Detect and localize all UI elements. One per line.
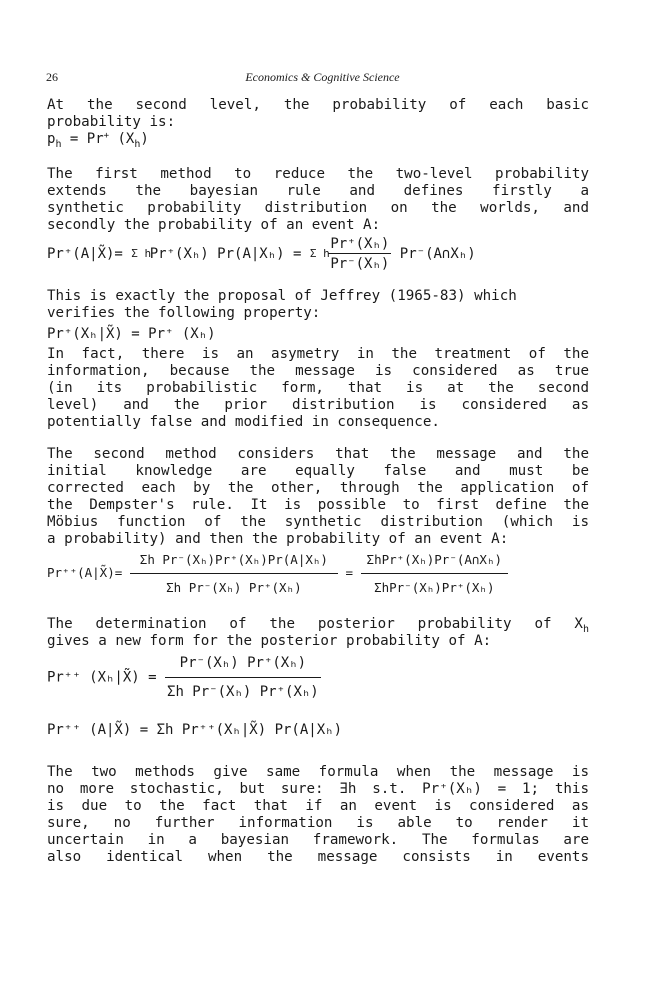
text-line: uncertain in a bayesian framework. The formulas are <box>47 832 589 848</box>
text-line: a probability) and then the probability of an event A: <box>47 531 509 547</box>
text-line: initial knowledge are equally false and must be <box>47 463 589 479</box>
text-line: also identical when the message consists in events <box>47 849 589 865</box>
text-line: sure, no further information is able to render it <box>47 815 589 831</box>
formula-dempster: Pr⁺⁺(A|X̃)= $\frac{\text{Σh Pr⁻(Xₕ)Pr⁺(Xₕ)Pr(A|Xₕ)}}{\text{Σh Pr⁻(Xₕ) Pr⁺(Xₕ)}}$ = $\frac{\text{ΣhPr⁺(Xₕ)Pr⁻(A∩Xₕ)}}{\text{ΣhPr⁻(Xₕ)Pr⁺(Xₕ)}}$ <box>47 552 508 595</box>
fraction: $\frac{\text{Σh Pr⁻(Xₕ)Pr⁺(Xₕ)Pr(A|Xₕ)}}{\text{Σh Pr⁻(Xₕ) Pr⁺(Xₕ)}}$ <box>130 552 338 595</box>
text-line: probability is: <box>47 114 176 130</box>
formula-property: Pr⁺(Xₕ|X̃) = Pr⁺ (Xₕ) <box>47 326 216 342</box>
fraction: $\frac{\text{ΣhPr⁺(Xₕ)Pr⁻(A∩Xₕ)}}{\text{ΣhPr⁻(Xₕ)Pr⁺(Xₕ)}}$ <box>361 552 508 595</box>
text-line: This is exactly the proposal of Jeffrey (1965-83) which <box>47 288 517 304</box>
text-line: gives a new form for the posterior probability of A: <box>47 633 492 649</box>
text-line: secondly the probability of an event A: <box>47 217 381 233</box>
fraction: $\frac{\text{Pr⁺(Xₕ)}}{\text{Pr⁻(Xₕ)}}$ <box>330 236 390 272</box>
formula-posterior-a: Pr⁺⁺ (A|X̃) = Σh Pr⁺⁺(Xₕ|X̃) Pr(A|Xₕ) <box>47 722 343 738</box>
text-line: information, because the message is considered as true <box>47 363 589 379</box>
text-line: The second method considers that the message and the <box>47 446 589 462</box>
text-line: extends the bayesian rule and defines firstly a <box>47 183 589 199</box>
text-line: At the second level, the probability of each basic <box>47 97 589 113</box>
text-line: The two methods give same formula when the message is <box>47 764 589 780</box>
text-line: The first method to reduce the two-level probability <box>47 166 589 182</box>
running-head: Economics & Cognitive Science <box>245 70 400 84</box>
text-line: verifies the following property: <box>47 305 321 321</box>
text-line: no more stochastic, but sure: ∃h s.t. Pr⁺(Xₕ) = 1; this <box>47 781 589 797</box>
text-line: Möbius function of the synthetic distribution (which is <box>47 514 589 530</box>
formula-ph: $p_h = Pr^+$ $(X_h)$ <box>47 131 149 150</box>
text-line: The determination of the posterior probability of $X_h$ <box>47 616 589 635</box>
text-line: level) and the prior distribution is considered as <box>47 397 589 413</box>
text-line: is due to the fact that if an event is considered as <box>47 798 589 814</box>
page-number: 26 <box>46 70 58 84</box>
fraction: $\frac{\text{Pr⁻(Xₕ) Pr⁺(Xₕ)}}{\text{Σh Pr⁻(Xₕ) Pr⁺(Xₕ)}}$ <box>167 655 319 700</box>
text-line: synthetic probability distribution on the worlds, and <box>47 200 589 216</box>
text-line: In fact, there is an asymetry in the treatment of the <box>47 346 589 362</box>
text-line: (in its probabilistic form, that is at the second <box>47 380 589 396</box>
text-line: corrected each by the other, through the application of <box>47 480 589 496</box>
text-line: the Dempster's rule. It is possible to first define the <box>47 497 589 513</box>
text-line: potentially false and modified in consequence. <box>47 414 440 430</box>
formula-posterior-x: Pr⁺⁺ (Xₕ|X̃) = $\frac{\text{Pr⁻(Xₕ) Pr⁺(Xₕ)}}{\text{Σh Pr⁻(Xₕ) Pr⁺(Xₕ)}}$ <box>47 655 319 700</box>
formula-jeffrey: Pr⁺(A|X̃)= Σ h Pr⁺(Xₕ) Pr(A|Xₕ) = Σ h $\frac{\text{Pr⁺(Xₕ)}}{\text{Pr⁻(Xₕ)}}$ Pr⁻(A∩Xₕ) <box>47 236 476 272</box>
